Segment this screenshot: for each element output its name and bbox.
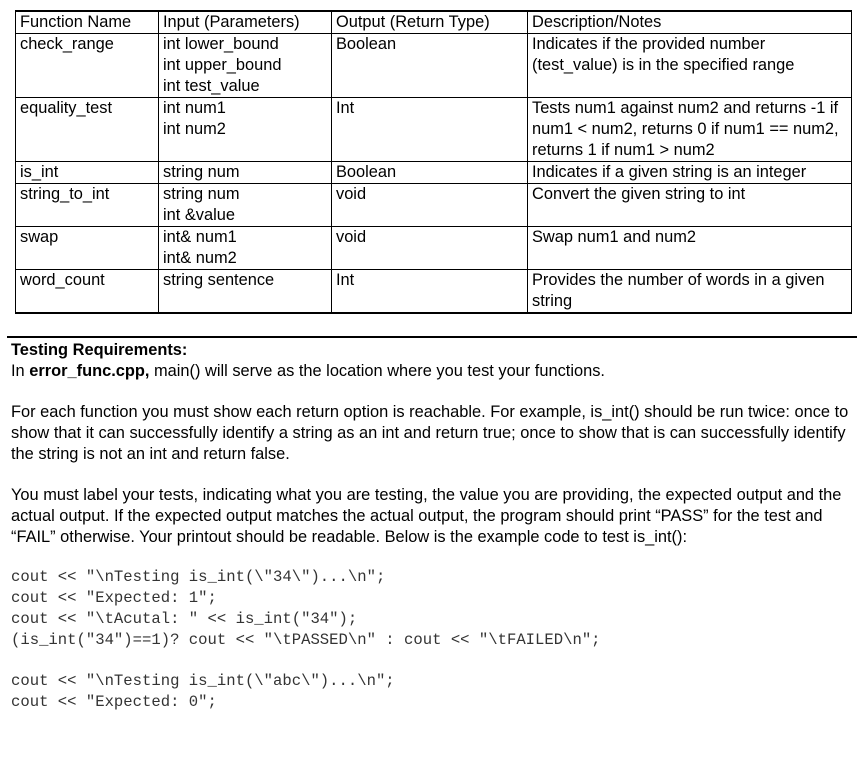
input-param: int &value [163,206,235,224]
paragraph-intro [11,361,851,382]
function-inputs [159,227,332,270]
function-name: equality_test [16,98,159,162]
code-block-1 [11,567,851,651]
header-description: Description/Notes [528,11,852,34]
function-output: Boolean [332,34,528,98]
function-inputs [159,162,332,184]
function-inputs [159,270,332,314]
table-row [16,270,852,314]
intro-prefix: In [11,362,30,380]
function-inputs [159,184,332,227]
code-block-2 [11,671,851,713]
input-param: int num2 [163,120,226,138]
input-param: string num [163,185,240,203]
function-description: Indicates if a given string is an integer [528,162,852,184]
table-row [16,98,852,162]
table-row [16,227,852,270]
function-description: Tests num1 against num2 and returns -1 if num1 < num2, returns 0 if num1 == num2, returns 1 if num1 > num2 [528,98,852,162]
section-divider [7,336,857,338]
function-output: Boolean [332,162,528,184]
function-name: swap [16,227,159,270]
function-description: Provides the number of words in a given string [528,270,852,314]
function-output: void [332,227,528,270]
function-output: void [332,184,528,227]
function-name: string_to_int [16,184,159,227]
code-line: cout << "\nTesting is_int(\"34\")...\n"; [11,568,386,586]
testing-section [11,340,851,713]
code-line: cout << "Expected: 0"; [11,693,217,711]
input-param: string sentence [163,271,275,289]
function-description: Swap num1 and num2 [528,227,852,270]
code-line: (is_int("34")==1)? cout << "\tPASSED\n" : cout << "\tFAILED\n"; [11,631,601,649]
header-input: Input (Parameters) [159,11,332,34]
function-description: Convert the given string to int [528,184,852,227]
filename: error_func.cpp, [29,362,150,380]
function-output: Int [332,270,528,314]
input-param: int test_value [163,77,260,95]
table-row [16,34,852,98]
header-output: Output (Return Type) [332,11,528,34]
function-table [15,10,852,314]
input-param: string num [163,163,240,181]
table-row [16,184,852,227]
function-inputs [159,98,332,162]
input-param: int& num1 [163,228,237,246]
input-param: int lower_bound [163,35,279,53]
paragraph-labeling: You must label your tests, indicating what you are testing, the value you are providing, the expected output and the actual output. If the expected output matches the actual output, the program should print “PASS” for the test and “FAIL” otherwise. Your printout should be readable. Below is the example code to test is_int(): [11,486,842,546]
input-param: int num1 [163,99,226,117]
section-heading: Testing Requirements: [11,341,188,359]
table-header-row [16,11,852,34]
input-param: int upper_bound [163,56,282,74]
function-name: is_int [16,162,159,184]
function-name: word_count [16,270,159,314]
code-line: cout << "\tAcutal: " << is_int("34"); [11,610,358,628]
intro-suffix: main() will serve as the location where you test your functions. [149,362,605,380]
code-line: cout << "\nTesting is_int(\"abc\")...\n"; [11,672,395,690]
function-output: Int [332,98,528,162]
input-param: int& num2 [163,249,237,267]
table-row [16,162,852,184]
paragraph-return-options: For each function you must show each return option is reachable. For example, is_int() should be run twice: once to show that it can successfully identify a string as an int and return true; once to show that is can successfully identify the string is not an int and return false. [11,403,849,463]
code-line: cout << "Expected: 1"; [11,589,217,607]
header-function-name: Function Name [16,11,159,34]
function-inputs [159,34,332,98]
function-description: Indicates if the provided number (test_value) is in the specified range [528,34,852,98]
function-name: check_range [16,34,159,98]
